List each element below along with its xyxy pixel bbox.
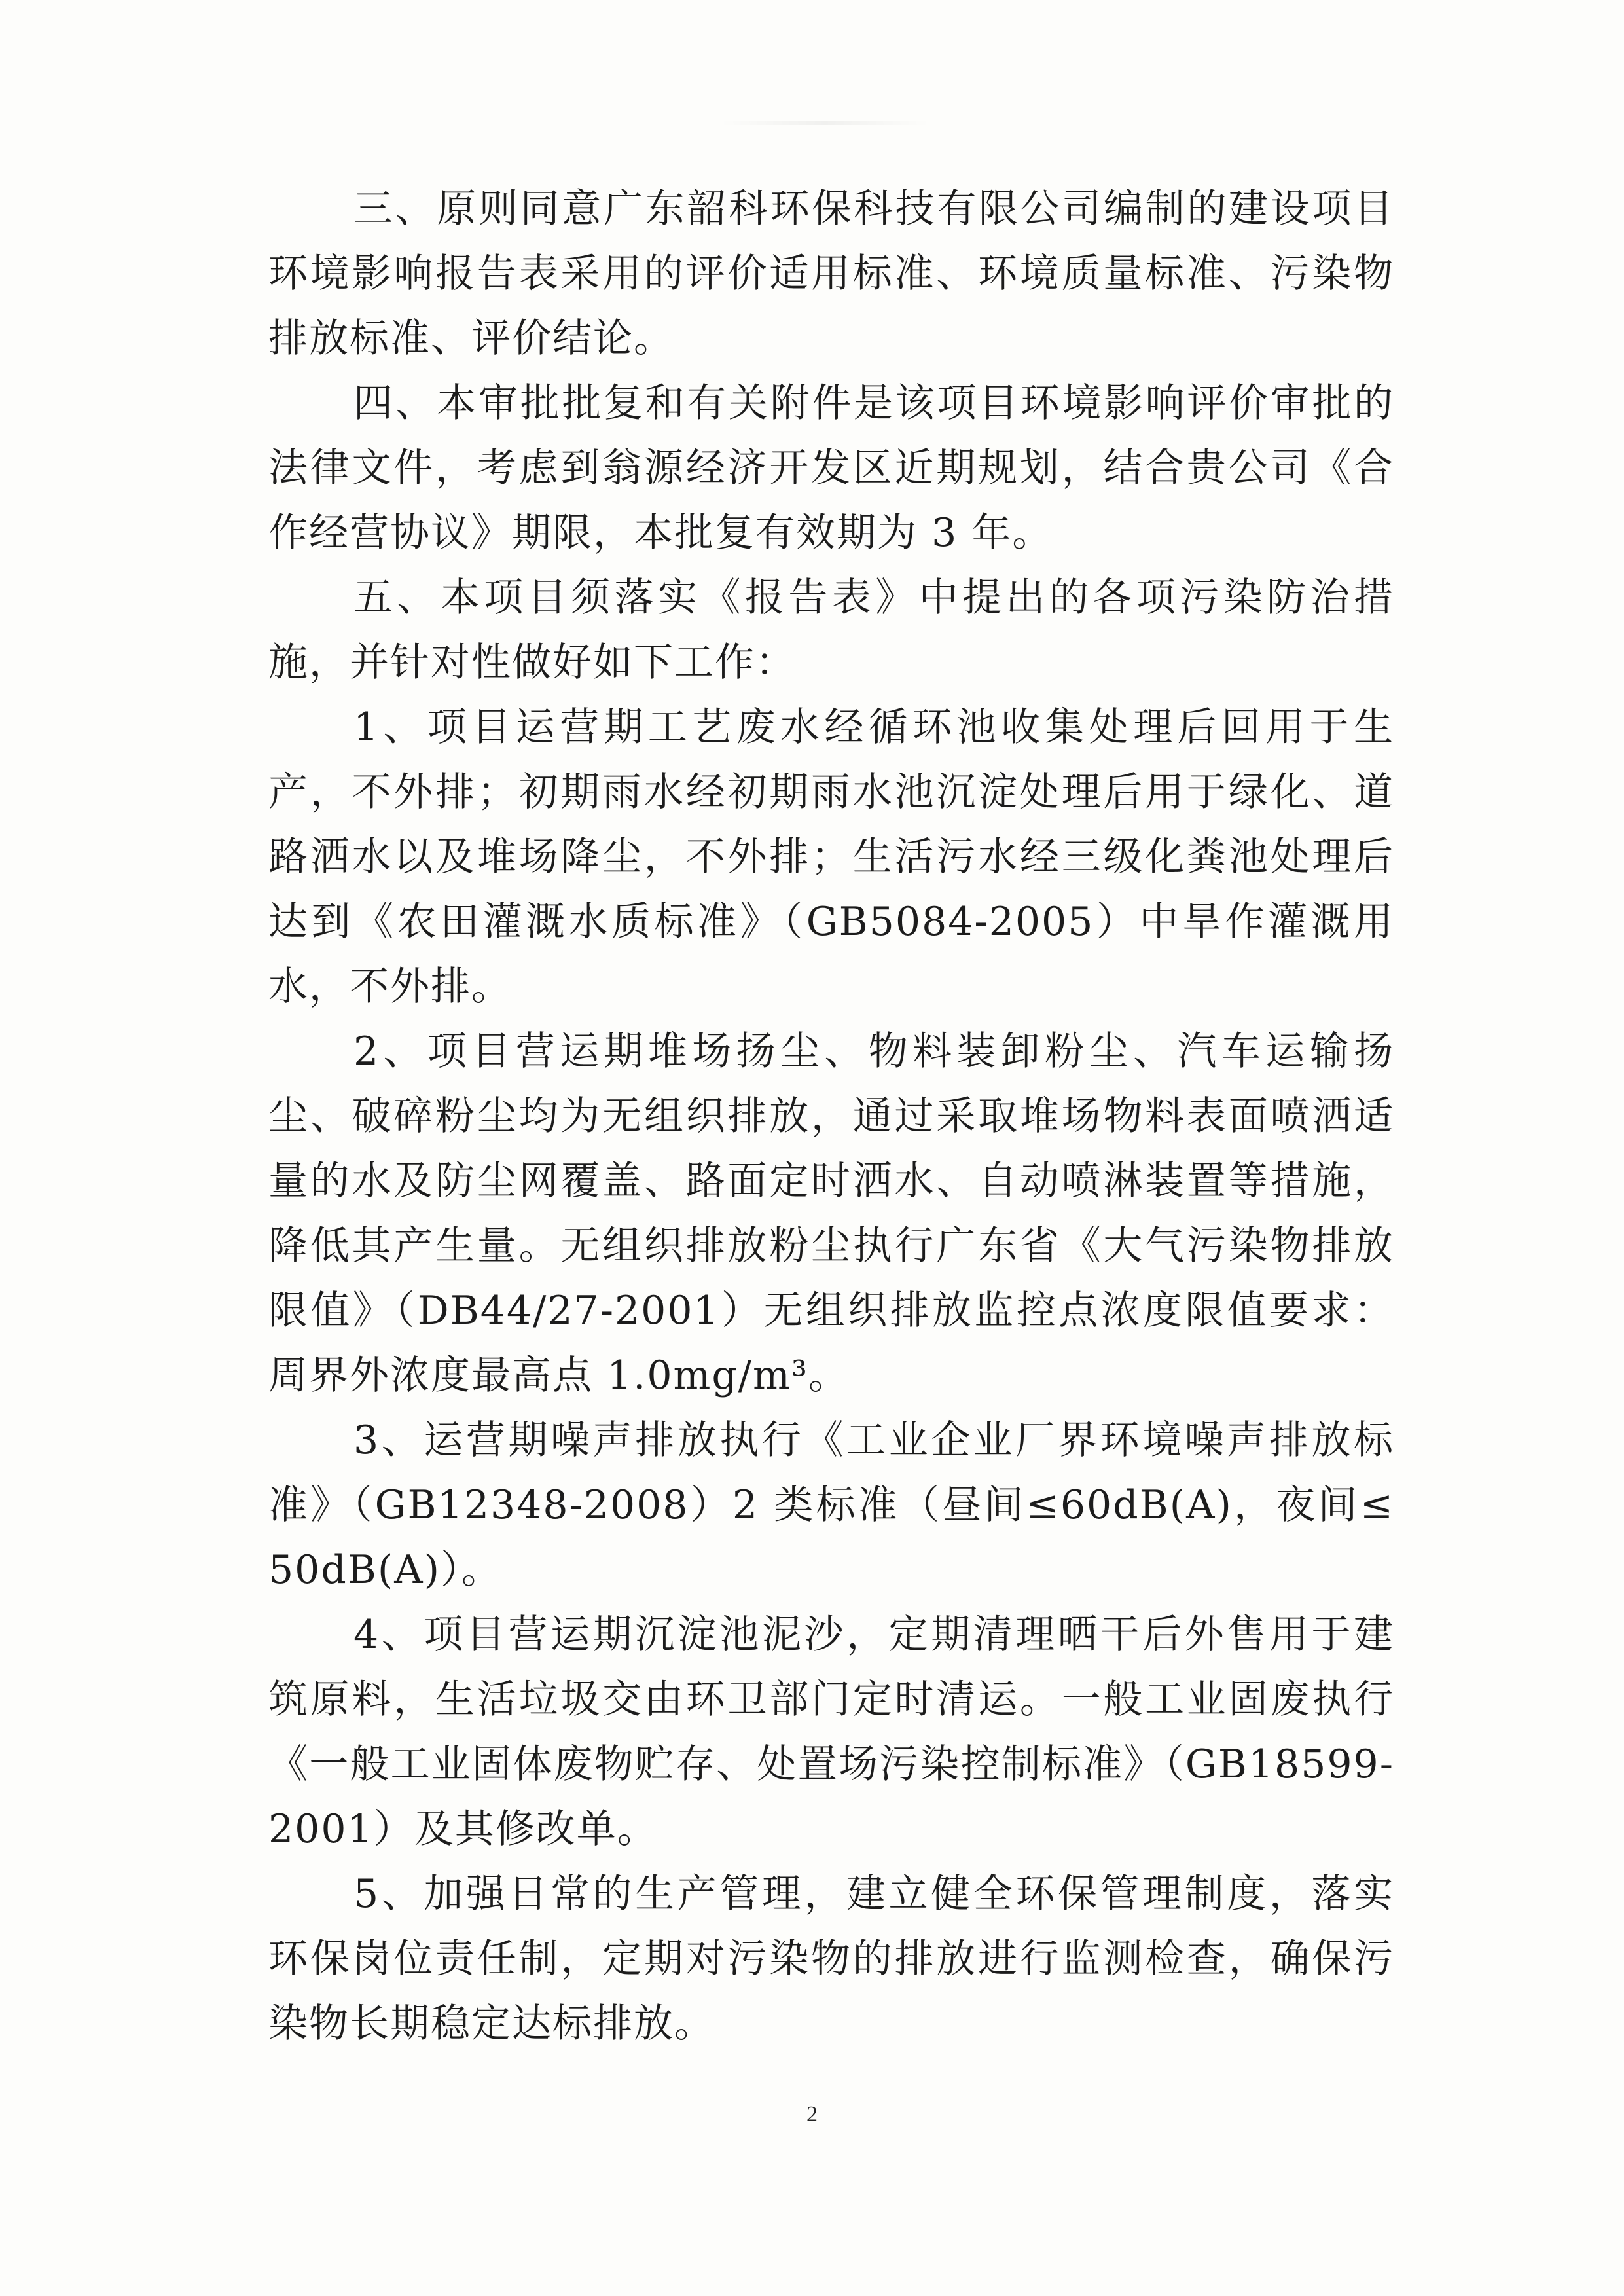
paragraph-item-4: 四、本审批批复和有关附件是该项目环境影响评价审批的法律文件，考虑到翁源经济开发区近期规划，结合贵公司《合作经营协议》期限，本批复有效期为 3 年。: [268, 380, 1394, 556]
page-number: 2: [806, 2102, 818, 2126]
paragraph-measure-3: 3、运营期噪声排放执行《工业企业厂界环境噪声排放标准》（GB12348-2008）2 类标准（昼间≤60dB(A)，夜间≤50dB(A)）。: [268, 1417, 1394, 1593]
scan-mark: [720, 121, 929, 125]
document-body: [268, 177, 1394, 2056]
paragraph-measure-2: 2、项目营运期堆场扬尘、物料装卸粉尘、汽车运输扬尘、破碎粉尘均为无组织排放，通过采取堆场物料表面喷洒适量的水及防尘网覆盖、路面定时洒水、自动喷淋装置等措施，降低其产生量。无组织排放粉尘执行广东省《大气污染物排放限值》（DB44/27-2001）无组织排放监控点浓度限值要求：周界外浓度最高点 1.0mg/m³。: [268, 1029, 1394, 1398]
paragraph-item-5: 五、本项目须落实《报告表》中提出的各项污染防治措施，并针对性做好如下工作：: [268, 575, 1394, 685]
paragraph-measure-5: 5、加强日常的生产管理，建立健全环保管理制度，落实环保岗位责任制，定期对污染物的排放进行监测检查，确保污染物长期稳定达标排放。: [268, 1871, 1394, 2047]
paragraph-item-3: 三、原则同意广东韶科环保科技有限公司编制的建设项目环境影响报告表采用的评价适用标准、环境质量标准、污染物排放标准、评价结论。: [268, 186, 1394, 361]
paragraph-measure-4: 4、项目营运期沉淀池泥沙，定期清理晒干后外售用于建筑原料，生活垃圾交由环卫部门定时清运。一般工业固废执行《一般工业固体废物贮存、处置场污染控制标准》（GB18599-2001）及其修改单。: [268, 1612, 1394, 1852]
paragraph-measure-1: 1、项目运营期工艺废水经循环池收集处理后回用于生产，不外排；初期雨水经初期雨水池沉淀处理后用于绿化、道路洒水以及堆场降尘，不外排；生活污水经三级化粪池处理后达到《农田灌溉水质标准》（GB5084-2005）中旱作灌溉用水，不外排。: [268, 704, 1394, 1010]
